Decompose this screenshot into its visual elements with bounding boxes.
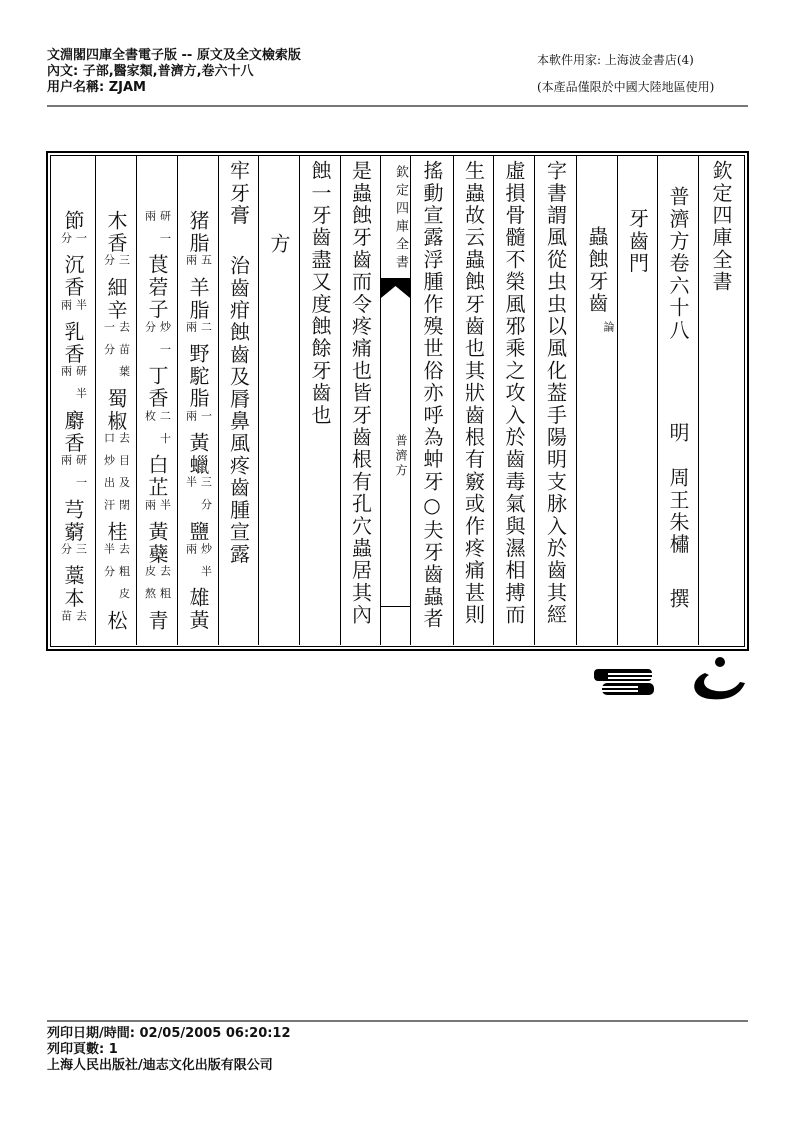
note-right-line: 炒半 xyxy=(199,543,213,588)
interlinear-note xyxy=(144,565,171,609)
interlinear-note xyxy=(144,321,171,365)
note-right-line: 論 xyxy=(602,320,615,344)
text-segment: 虛損骨髓不榮風邪乘之攻入於齒毒氣與濕相搏而 xyxy=(502,160,526,627)
interlinear-note xyxy=(144,210,171,254)
text-segment: 野駝脂 xyxy=(186,343,210,410)
publisher-logo xyxy=(590,655,750,705)
note-right-line: 去 xyxy=(74,609,88,632)
text-segment: 明 xyxy=(666,422,690,445)
text-segment: 雄黃 xyxy=(186,587,210,632)
note-right-line: 二十 xyxy=(158,409,172,455)
note-right-line: 研一 xyxy=(74,454,88,499)
header-divider xyxy=(47,105,748,107)
note-right-line: 五 xyxy=(199,254,213,277)
text-segment: 芎藭 xyxy=(61,498,85,544)
interlinear-note xyxy=(185,410,212,432)
footer-divider xyxy=(47,1020,748,1022)
note-left-line: 分 xyxy=(59,543,73,566)
text-segment: 丁香 xyxy=(145,365,169,410)
text-segment: 周王朱橚 xyxy=(666,466,690,556)
note-left-line: 兩 xyxy=(143,210,157,233)
print-page-count: 列印頁數: 1 xyxy=(47,1042,118,1057)
note-left-line: 口炒出汗 xyxy=(102,432,116,521)
interlinear-note xyxy=(60,232,87,254)
text-column xyxy=(534,156,576,645)
text-column xyxy=(617,156,657,645)
text-column xyxy=(493,156,534,645)
note-left-line: 兩 xyxy=(59,365,73,388)
text-column xyxy=(177,156,218,645)
note-left-line: 分 xyxy=(143,321,157,344)
note-left-line: 兩 xyxy=(184,543,198,566)
text-column xyxy=(576,156,617,645)
interlinear-note xyxy=(60,454,87,498)
books-logo-icon xyxy=(594,669,654,695)
note-right-line: 半 xyxy=(74,298,88,322)
text-column xyxy=(340,156,380,645)
note-left-line: 兩 xyxy=(184,409,198,433)
note-left-line: 兩 xyxy=(59,454,73,477)
note-right-line: 一 xyxy=(199,409,213,433)
text-segment: 生蟲故云蟲蝕牙齒也其狀齒根有竅或作疼痛甚則 xyxy=(461,160,486,627)
header-restriction: (本產品僅限於中國大陸地區使用) xyxy=(537,80,715,94)
text-column xyxy=(698,156,743,645)
interlinear-note xyxy=(599,321,614,343)
interlinear-note xyxy=(103,543,130,610)
fishtail-mark-icon xyxy=(381,278,410,298)
interlinear-note xyxy=(60,610,87,632)
text-segment: 木香 xyxy=(104,210,128,255)
text-segment: 鹽 xyxy=(186,520,210,544)
note-left-line: 一分 xyxy=(102,321,116,366)
text-column xyxy=(299,156,340,645)
note-right-line: 炒一 xyxy=(158,321,172,366)
text-segment: 牢牙膏 xyxy=(226,160,251,227)
text-segment: 黃蠟 xyxy=(186,432,210,477)
text-segment: 猪脂 xyxy=(186,210,210,255)
text-segment: 方 xyxy=(267,233,291,256)
note-left-line: 苗 xyxy=(59,609,73,632)
note-right-line: 二 xyxy=(199,321,213,344)
text-segment: 乳香 xyxy=(61,321,85,366)
interlinear-note xyxy=(185,476,212,520)
text-segment: 細辛 xyxy=(104,276,128,322)
text-segment: 蟲蝕牙齒 xyxy=(585,226,609,315)
text-segment: 沉香 xyxy=(61,254,85,299)
text-segment: 青 xyxy=(145,609,169,632)
center-fold-column xyxy=(380,156,410,645)
text-column xyxy=(258,156,299,645)
text-segment: 是蟲蝕牙齒而令疼痛也皆牙齒根有孔穴蟲居其內 xyxy=(348,160,373,627)
text-segment: 普濟方卷六十八 xyxy=(666,186,690,342)
print-datetime: 列印日期/時間: 02/05/2005 06:20:12 xyxy=(47,1026,291,1041)
note-left-line: 兩 xyxy=(143,498,157,521)
text-segment: 牙齒門 xyxy=(625,208,650,275)
text-column xyxy=(453,156,493,645)
series-title: 欽定四庫全書 xyxy=(393,165,408,273)
note-right-line: 三分 xyxy=(199,476,213,521)
text-column xyxy=(410,156,453,645)
header-username: 用户名稱: ZJAM xyxy=(47,80,146,95)
note-right-line: 三 xyxy=(117,254,131,277)
text-segment: 節 xyxy=(61,210,85,233)
interlinear-note xyxy=(60,365,87,409)
text-column xyxy=(51,156,95,645)
interlinear-note xyxy=(185,254,212,276)
note-left-line: 分 xyxy=(59,232,73,255)
note-left-line: 分 xyxy=(102,254,116,277)
note-right-line: 研一 xyxy=(158,210,172,255)
note-right-line: 去目及閉 xyxy=(117,432,131,521)
text-segment: 字書謂風從虫虫以風化葢手陽明支脉入於齒其經 xyxy=(543,160,568,627)
interlinear-note xyxy=(185,321,212,343)
note-right-line: 研半 xyxy=(74,365,88,410)
text-column xyxy=(657,156,698,645)
text-segment: 蜀椒 xyxy=(104,387,128,433)
header-content-path: 內文: 子部,醫家類,普濟方,卷六十八 xyxy=(47,64,254,79)
note-left-line: 兩 xyxy=(184,254,198,277)
text-segment: 黃蘗 xyxy=(145,520,169,566)
text-segment: 白芷 xyxy=(145,454,169,499)
text-segment: 蝕一牙齒盡又度蝕餘牙齒也 xyxy=(308,160,332,427)
interlinear-note xyxy=(103,321,130,388)
text-segment: 撰 xyxy=(666,588,690,611)
note-right-line: 半 xyxy=(158,498,172,521)
text-segment: 治齒疳蝕齒及脣鼻風疼齒腫宣露 xyxy=(226,254,251,566)
publisher-credit: 上海人民出版社/迪志文化出版有限公司 xyxy=(47,1058,273,1073)
interlinear-note xyxy=(144,410,171,454)
note-right-line: 一 xyxy=(74,232,88,255)
text-segment: 松 xyxy=(104,609,128,632)
note-left-line: 枚 xyxy=(143,409,157,433)
text-segment: 搖動宣露浮腫作殠世俗亦呼為蚛牙○夫牙齒蟲者 xyxy=(420,160,444,631)
interlinear-note xyxy=(103,432,130,521)
note-right-line: 三 xyxy=(74,543,88,566)
interlinear-note xyxy=(144,499,171,521)
text-segment: 羊脂 xyxy=(186,276,210,322)
note-right-line: 去粗皮 xyxy=(117,543,131,610)
note-left-line: 兩 xyxy=(59,298,73,322)
interlinear-note xyxy=(60,543,87,565)
interlinear-note xyxy=(60,299,87,321)
note-left-line: 半分 xyxy=(102,543,116,588)
note-right-line: 去粗 xyxy=(158,565,172,610)
text-segment: 麝香 xyxy=(61,409,85,455)
swirl-logo-icon xyxy=(694,657,745,699)
center-divider xyxy=(381,606,410,607)
header-title: 文淵閣四庫全書電子版 -- 原文及全文檢索版 xyxy=(47,48,301,63)
text-segment: 欽定四庫全書 xyxy=(709,160,733,294)
note-left-line: 皮熬 xyxy=(143,565,157,610)
text-segment: 藁本 xyxy=(61,565,85,610)
text-column xyxy=(218,156,258,645)
note-left-line: 兩 xyxy=(184,321,198,344)
book-title: 普濟方 xyxy=(394,434,408,479)
text-column xyxy=(136,156,177,645)
header-license: 本軟件用家: 上海波金書店(4) xyxy=(537,53,694,67)
text-segment: 桂 xyxy=(104,520,128,544)
interlinear-note xyxy=(103,254,130,276)
interlinear-note xyxy=(185,543,212,587)
note-left-line: 半 xyxy=(184,476,198,499)
text-segment: 茛菪子 xyxy=(145,254,169,322)
note-right-line: 去苗葉 xyxy=(117,321,131,388)
text-column xyxy=(95,156,136,645)
